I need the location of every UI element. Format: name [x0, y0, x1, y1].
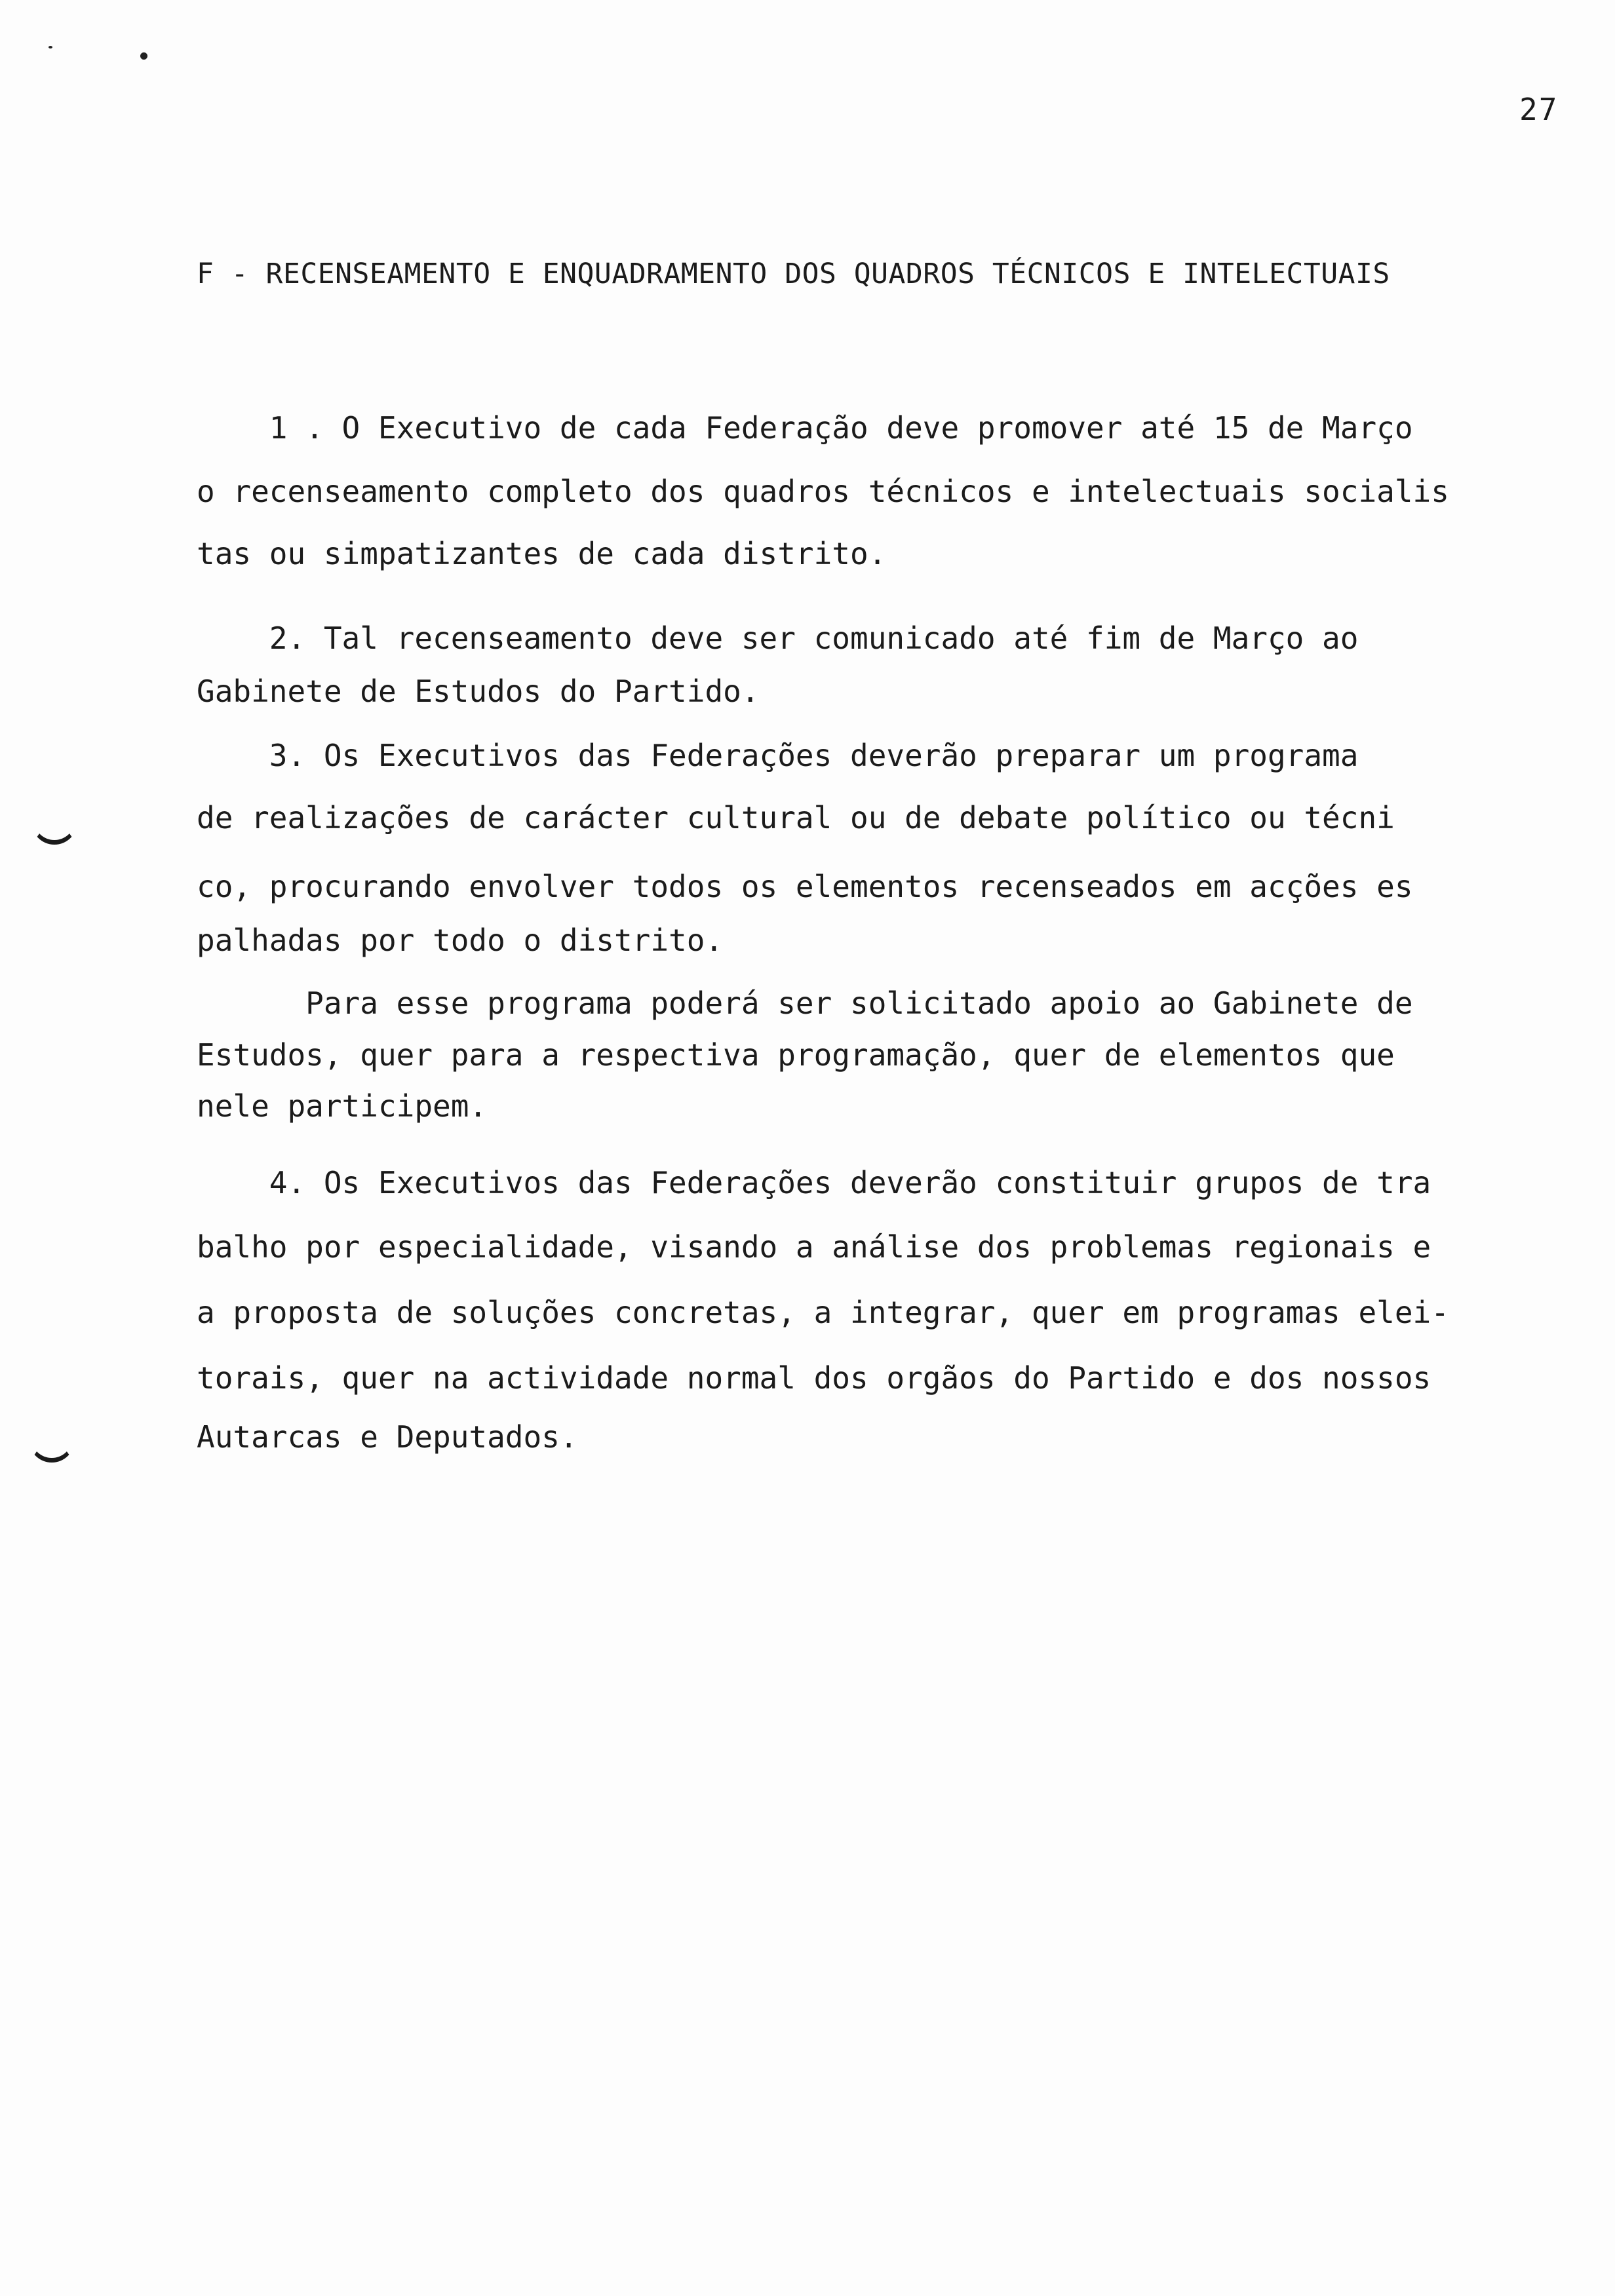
text-line: 4. Os Executivos das Federações deverão constituir grupos de tra: [197, 1165, 1431, 1200]
text-line: o recenseamento completo dos quadros técnicos e intelectuais socialis: [197, 474, 1449, 509]
section-heading: F - RECENSEAMENTO E ENQUADRAMENTO DOS QUADROS TÉCNICOS E INTELECTUAIS: [197, 258, 1390, 290]
text-line: Estudos, quer para a respectiva programação, quer de elementos que: [197, 1037, 1395, 1073]
binding-hole-mark: [31, 820, 77, 845]
text-line: balho por especialidade, visando a análise dos problemas regionais e: [197, 1229, 1431, 1265]
text-line: 3. Os Executivos das Federações deverão preparar um programa: [197, 738, 1359, 773]
scan-speck: [49, 46, 52, 48]
text-line: torais, quer na actividade normal dos orgãos do Partido e dos nossos: [197, 1360, 1431, 1396]
scan-speck: [140, 52, 147, 60]
text-line: Para esse programa poderá ser solicitado apoio ao Gabinete de: [197, 985, 1413, 1021]
text-line: palhadas por todo o distrito.: [197, 923, 724, 958]
text-line: de realizações de carácter cultural ou de debate político ou técni: [197, 800, 1395, 835]
text-line: co, procurando envolver todos os elementos recenseados em acções es: [197, 869, 1413, 904]
text-line: a proposta de soluções concretas, a integrar, quer em programas elei-: [197, 1295, 1449, 1330]
page-number: 27: [1519, 92, 1559, 127]
text-line: tas ou simpatizantes de cada distrito.: [197, 536, 887, 571]
text-line: 2. Tal recenseamento deve ser comunicado até fim de Março ao: [197, 621, 1359, 656]
text-line: Gabinete de Estudos do Partido.: [197, 674, 760, 709]
binding-hole-mark: [29, 1438, 75, 1463]
text-line: 1 . O Executivo de cada Federação deve promover até 15 de Março: [197, 410, 1413, 446]
text-line: Autarcas e Deputados.: [197, 1419, 578, 1455]
text-line: nele participem.: [197, 1088, 488, 1124]
